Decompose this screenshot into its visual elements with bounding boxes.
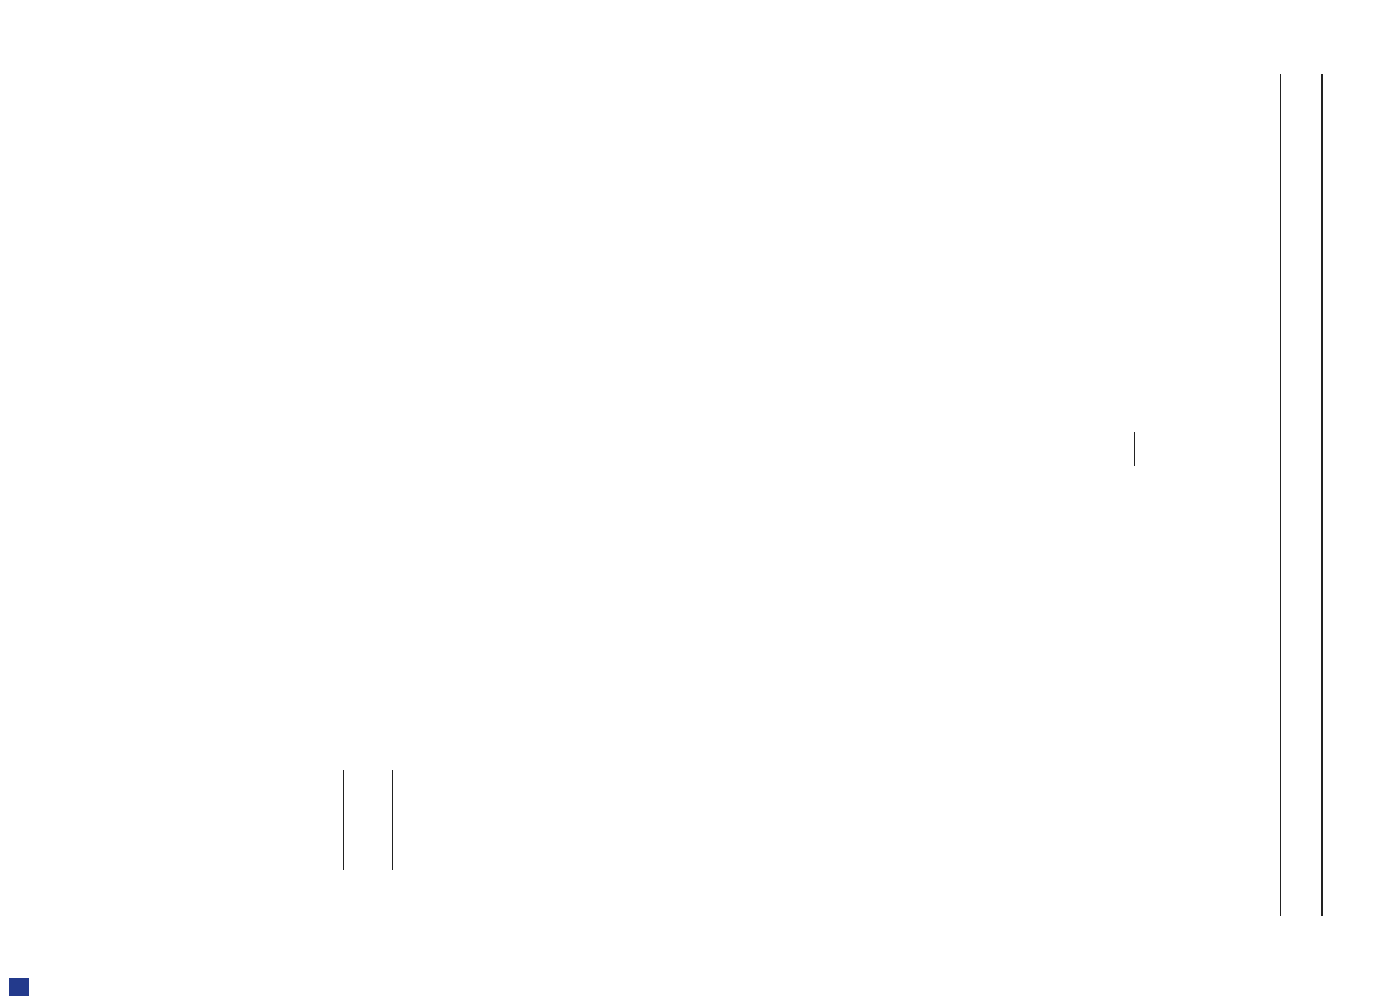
remainder-rule bbox=[343, 770, 344, 870]
title-divider bbox=[1134, 432, 1135, 466]
dfg-logo-icon bbox=[9, 978, 29, 996]
covered-amount bbox=[345, 760, 367, 870]
total-amount bbox=[367, 760, 389, 870]
page-number bbox=[1287, 816, 1313, 870]
total-rule bbox=[392, 770, 393, 870]
remainder-amount bbox=[319, 760, 341, 870]
digitization-credit bbox=[1, 0, 35, 1000]
header-rule-bottom bbox=[1280, 74, 1281, 916]
header-rule-top bbox=[1321, 74, 1323, 916]
